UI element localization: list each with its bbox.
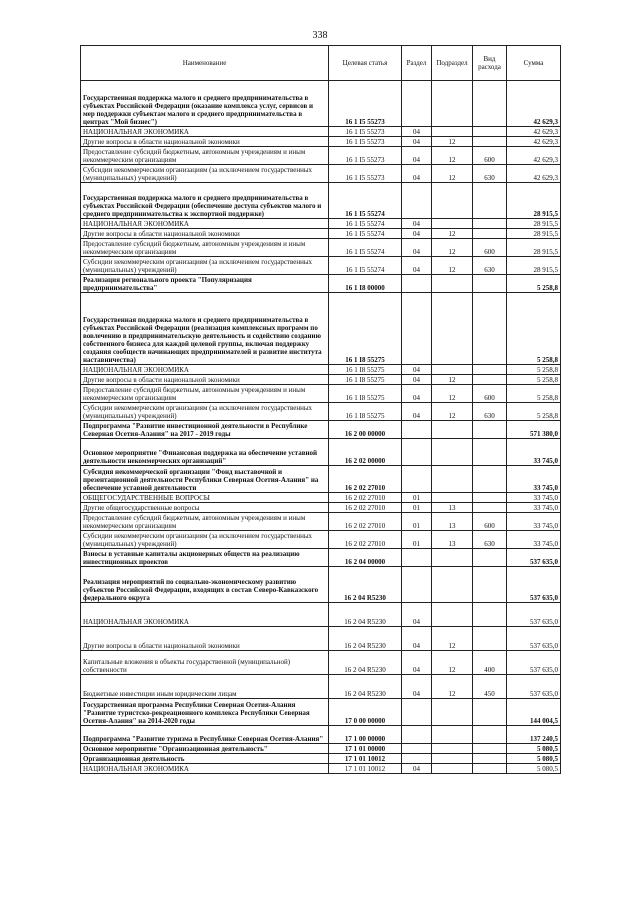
row-amount: 33 745,0 (507, 493, 561, 503)
row-section (402, 183, 432, 219)
row-amount: 42 629,3 (507, 127, 561, 137)
row-name: Предоставление субсидий бюджетным, автономным учреждениям и иным некоммерческим организациям (81, 385, 329, 403)
row-code: 16 2 02 27010 (329, 503, 402, 513)
row-subsection: 12 (432, 165, 473, 183)
row-name: Капитальные вложения в объекты государственной (муниципальной) собственности (81, 651, 329, 675)
table-body (81, 81, 561, 774)
header-subsection: Подраздел (432, 46, 473, 81)
row-amount: 33 745,0 (507, 439, 561, 466)
row-subsection: 12 (432, 229, 473, 239)
table-row (81, 275, 561, 293)
row-expense-type: 600 (473, 513, 507, 531)
table-row (81, 81, 561, 127)
row-name: Подпрограмма "Развитие туризма в Республике Северная Осетия-Алания" (81, 726, 329, 744)
row-section (402, 81, 432, 127)
row-amount: 42 629,3 (507, 81, 561, 127)
row-amount: 28 915,5 (507, 219, 561, 229)
row-amount: 5 258,8 (507, 293, 561, 365)
row-expense-type: 630 (473, 403, 507, 421)
row-expense-type (473, 764, 507, 774)
row-code: 16 1 I5 55274 (329, 257, 402, 275)
row-code: 16 2 04 R5230 (329, 603, 402, 627)
row-expense-type (473, 466, 507, 493)
row-section (402, 275, 432, 293)
row-section (402, 549, 432, 567)
row-name: Предоставление субсидий бюджетным, автономным учреждениям и иным некоммерческим организациям (81, 147, 329, 165)
row-expense-type (473, 421, 507, 439)
row-expense-type (473, 726, 507, 744)
row-amount: 5 080,5 (507, 754, 561, 764)
row-amount: 137 240,5 (507, 726, 561, 744)
row-subsection (432, 744, 473, 754)
row-section (402, 699, 432, 726)
row-name: НАЦИОНАЛЬНАЯ ЭКОНОМИКА (81, 603, 329, 627)
row-section: 04 (402, 603, 432, 627)
row-expense-type (473, 137, 507, 147)
row-name: Основное мероприятие "Организационная деятельность" (81, 744, 329, 754)
row-code: 16 1 I8 55275 (329, 403, 402, 421)
header-section: Раздел (402, 46, 432, 81)
row-amount: 537 635,0 (507, 567, 561, 603)
row-subsection: 12 (432, 403, 473, 421)
row-code: 16 2 02 00000 (329, 439, 402, 466)
table-row (81, 219, 561, 229)
table-row (81, 549, 561, 567)
row-section: 04 (402, 257, 432, 275)
row-amount: 28 915,5 (507, 257, 561, 275)
row-code: 16 2 02 27010 (329, 531, 402, 549)
row-code: 16 1 I8 55275 (329, 293, 402, 365)
row-amount: 537 635,0 (507, 549, 561, 567)
row-code: 16 2 04 00000 (329, 549, 402, 567)
row-expense-type (473, 567, 507, 603)
row-amount: 28 915,5 (507, 183, 561, 219)
row-expense-type: 600 (473, 385, 507, 403)
row-expense-type: 630 (473, 257, 507, 275)
row-expense-type (473, 275, 507, 293)
table-row (81, 493, 561, 503)
row-code: 16 1 I5 55274 (329, 183, 402, 219)
table-row (81, 503, 561, 513)
table-row (81, 651, 561, 675)
row-name: Бюджетные инвестиции иным юридическим лицам (81, 675, 329, 699)
row-code: 16 1 I8 00000 (329, 275, 402, 293)
row-name: Другие вопросы в области национальной экономики (81, 627, 329, 651)
row-name: Основное мероприятие "Финансовая поддержка на обеспечение уставной деятельности некоммерческих организаций" (81, 439, 329, 466)
row-amount: 42 629,3 (507, 137, 561, 147)
row-section: 04 (402, 165, 432, 183)
row-name: Субсидии некоммерческим организациям (за исключением государственных (муниципальных) учреждений) (81, 165, 329, 183)
row-code: 16 2 04 R5230 (329, 651, 402, 675)
row-amount: 5 258,8 (507, 275, 561, 293)
row-amount: 42 629,3 (507, 165, 561, 183)
table-row (81, 147, 561, 165)
row-section (402, 466, 432, 493)
table-row (81, 513, 561, 531)
row-expense-type (473, 754, 507, 764)
row-expense-type (473, 493, 507, 503)
row-subsection (432, 567, 473, 603)
row-code: 16 1 I5 55274 (329, 219, 402, 229)
row-expense-type: 600 (473, 147, 507, 165)
row-subsection (432, 365, 473, 375)
row-amount: 5 258,8 (507, 375, 561, 385)
row-code: 16 1 I5 55273 (329, 127, 402, 137)
row-code: 16 1 I8 55275 (329, 385, 402, 403)
row-subsection: 12 (432, 651, 473, 675)
row-code: 16 1 I5 55273 (329, 137, 402, 147)
row-subsection: 12 (432, 375, 473, 385)
row-expense-type (473, 365, 507, 375)
row-subsection (432, 493, 473, 503)
header-code: Целевая статья (329, 46, 402, 81)
row-subsection: 13 (432, 503, 473, 513)
row-amount: 28 915,5 (507, 239, 561, 257)
row-subsection (432, 549, 473, 567)
row-section (402, 744, 432, 754)
row-amount: 537 635,0 (507, 603, 561, 627)
table-row (81, 385, 561, 403)
row-subsection (432, 275, 473, 293)
row-amount: 5 258,8 (507, 403, 561, 421)
row-amount: 5 258,8 (507, 365, 561, 375)
row-expense-type (473, 229, 507, 239)
table-row (81, 229, 561, 239)
row-expense-type (473, 439, 507, 466)
table-row (81, 764, 561, 774)
row-name: Субсидии некоммерческим организациям (за исключением государственных (муниципальных) учреждений) (81, 403, 329, 421)
row-expense-type (473, 375, 507, 385)
row-section: 04 (402, 219, 432, 229)
row-section: 04 (402, 651, 432, 675)
row-amount: 571 380,0 (507, 421, 561, 439)
table-row (81, 744, 561, 754)
table-row (81, 183, 561, 219)
table-row (81, 531, 561, 549)
row-subsection: 12 (432, 675, 473, 699)
header-amount: Сумма (507, 46, 561, 81)
row-subsection (432, 699, 473, 726)
row-name: Взносы в уставные капиталы акционерных обществ на реализацию инвестиционных проектов (81, 549, 329, 567)
budget-table (80, 45, 561, 774)
row-name: Другие общегосударственные вопросы (81, 503, 329, 513)
row-subsection (432, 81, 473, 127)
row-name: НАЦИОНАЛЬНАЯ ЭКОНОМИКА (81, 219, 329, 229)
table-header-row (81, 46, 561, 81)
row-expense-type (473, 549, 507, 567)
row-code: 17 1 00 00000 (329, 726, 402, 744)
row-subsection (432, 183, 473, 219)
row-section: 04 (402, 229, 432, 239)
row-expense-type: 630 (473, 531, 507, 549)
row-expense-type (473, 603, 507, 627)
row-expense-type: 450 (473, 675, 507, 699)
row-expense-type (473, 503, 507, 513)
row-subsection: 12 (432, 137, 473, 147)
row-section (402, 293, 432, 365)
row-amount: 5 080,5 (507, 764, 561, 774)
row-name: ОБЩЕГОСУДАРСТВЕННЫЕ ВОПРОСЫ (81, 493, 329, 503)
row-name: Субсидии некоммерческим организациям (за исключением государственных (муниципальных) учреждений) (81, 257, 329, 275)
row-subsection: 12 (432, 627, 473, 651)
row-name: Государственная программа Республики Северная Осетия-Алания "Развитие туристско-рекреационного комплекса Республики Северная Осетия-Алания" на 2014-2020 годы (81, 699, 329, 726)
row-section: 01 (402, 503, 432, 513)
table-row (81, 421, 561, 439)
row-code: 16 1 I5 55274 (329, 239, 402, 257)
row-code: 16 2 00 00000 (329, 421, 402, 439)
row-amount: 33 745,0 (507, 531, 561, 549)
row-expense-type (473, 81, 507, 127)
row-amount: 537 635,0 (507, 651, 561, 675)
row-section: 04 (402, 137, 432, 147)
row-section: 01 (402, 531, 432, 549)
table-row (81, 165, 561, 183)
row-section: 04 (402, 385, 432, 403)
row-subsection (432, 127, 473, 137)
row-code: 16 1 I5 55273 (329, 165, 402, 183)
row-amount: 33 745,0 (507, 503, 561, 513)
table-row (81, 365, 561, 375)
table-row (81, 603, 561, 627)
row-name: Другие вопросы в области национальной экономики (81, 229, 329, 239)
table-row (81, 726, 561, 744)
row-code: 16 2 02 27010 (329, 513, 402, 531)
row-section: 04 (402, 239, 432, 257)
row-name: Организационная деятельность (81, 754, 329, 764)
row-section: 04 (402, 127, 432, 137)
row-name: Реализация регионального проекта "Популяризация предпринимательства" (81, 275, 329, 293)
row-name: Реализация мероприятий по социально-экономическому развитию субъектов Российской Федерации, входящих в состав Северо-Кавказского федерального округа (81, 567, 329, 603)
row-code: 16 1 I8 55275 (329, 375, 402, 385)
row-subsection (432, 726, 473, 744)
table-row (81, 754, 561, 764)
row-code: 16 1 I8 55275 (329, 365, 402, 375)
table-row (81, 127, 561, 137)
row-expense-type: 630 (473, 165, 507, 183)
row-code: 17 1 01 10012 (329, 754, 402, 764)
row-code: 16 1 I5 55274 (329, 229, 402, 239)
row-name: Субсидия некоммерческой организации "Фонд выставочной и презентационной деятельности Республики Северная Осетия-Алания" на обеспечение уставной деятельности (81, 466, 329, 493)
row-section: 04 (402, 675, 432, 699)
table-row (81, 675, 561, 699)
row-expense-type (473, 127, 507, 137)
row-subsection: 13 (432, 513, 473, 531)
table-row (81, 567, 561, 603)
row-subsection (432, 293, 473, 365)
row-name: Подпрограмма "Развитие инвестиционной деятельности в Республике Северная Осетия-Алания" на 2017 - 2019 годы (81, 421, 329, 439)
table-row (81, 239, 561, 257)
row-subsection: 12 (432, 239, 473, 257)
row-code: 16 1 I5 55273 (329, 147, 402, 165)
row-subsection (432, 466, 473, 493)
row-section (402, 421, 432, 439)
row-subsection (432, 764, 473, 774)
row-name: Субсидии некоммерческим организациям (за исключением государственных (муниципальных) учреждений) (81, 531, 329, 549)
row-amount: 5 258,8 (507, 385, 561, 403)
table-row (81, 439, 561, 466)
row-section: 04 (402, 403, 432, 421)
table-row (81, 375, 561, 385)
row-amount: 537 635,0 (507, 627, 561, 651)
row-code: 17 1 01 00000 (329, 744, 402, 754)
row-section: 04 (402, 375, 432, 385)
table-row (81, 699, 561, 726)
row-code: 16 2 04 R5230 (329, 567, 402, 603)
row-expense-type (473, 744, 507, 754)
header-expense-type: Вид расхода (473, 46, 507, 81)
row-name: Другие вопросы в области национальной экономики (81, 137, 329, 147)
row-expense-type: 400 (473, 651, 507, 675)
row-expense-type: 600 (473, 239, 507, 257)
row-section: 04 (402, 147, 432, 165)
table-row (81, 257, 561, 275)
row-code: 16 2 04 R5230 (329, 675, 402, 699)
row-subsection: 12 (432, 385, 473, 403)
row-amount: 144 004,5 (507, 699, 561, 726)
table-row (81, 293, 561, 365)
row-name: Другие вопросы в области национальной экономики (81, 375, 329, 385)
row-section: 01 (402, 493, 432, 503)
row-name: НАЦИОНАЛЬНАЯ ЭКОНОМИКА (81, 764, 329, 774)
table-row (81, 466, 561, 493)
row-section (402, 726, 432, 744)
row-amount: 42 629,3 (507, 147, 561, 165)
row-amount: 5 080,5 (507, 744, 561, 754)
row-code: 16 1 I5 55273 (329, 81, 402, 127)
row-name: Государственная поддержка малого и среднего предпринимательства в субъектах Российской Федерации (обеспечение доступа субъектов малого и среднего предпринимательства к экспортной поддержке) (81, 183, 329, 219)
row-name: Предоставление субсидий бюджетным, автономным учреждениям и иным некоммерческим организациям (81, 239, 329, 257)
row-section: 01 (402, 513, 432, 531)
row-name: Государственная поддержка малого и среднего предпринимательства в субъектах Российской Федерации (оказание комплекса услуг, сервисов и мер поддержки субъектам малого и среднего предпринимательства в центрах "Мой бизнес") (81, 81, 329, 127)
row-subsection (432, 219, 473, 229)
table-row (81, 137, 561, 147)
row-amount: 28 915,5 (507, 229, 561, 239)
row-code: 16 2 04 R5230 (329, 627, 402, 651)
row-code: 17 1 01 10012 (329, 764, 402, 774)
row-expense-type (473, 699, 507, 726)
header-name: Наименование (81, 46, 329, 81)
row-subsection: 13 (432, 531, 473, 549)
page-number: 338 (312, 30, 328, 41)
row-section: 04 (402, 365, 432, 375)
table-row (81, 627, 561, 651)
row-subsection: 12 (432, 257, 473, 275)
row-section: 04 (402, 627, 432, 651)
row-code: 16 2 02 27010 (329, 466, 402, 493)
row-code: 17 0 00 00000 (329, 699, 402, 726)
table-row (81, 403, 561, 421)
row-amount: 537 635,0 (507, 675, 561, 699)
row-section (402, 439, 432, 466)
row-expense-type (473, 293, 507, 365)
row-section: 04 (402, 764, 432, 774)
row-name: Предоставление субсидий бюджетным, автономным учреждениям и иным некоммерческим организациям (81, 513, 329, 531)
row-section (402, 754, 432, 764)
row-section (402, 567, 432, 603)
row-subsection (432, 603, 473, 627)
row-subsection (432, 439, 473, 466)
row-subsection (432, 754, 473, 764)
row-code: 16 2 02 27010 (329, 493, 402, 503)
row-name: НАЦИОНАЛЬНАЯ ЭКОНОМИКА (81, 365, 329, 375)
row-expense-type (473, 627, 507, 651)
row-subsection (432, 421, 473, 439)
row-expense-type (473, 183, 507, 219)
row-name: Государственная поддержка малого и среднего предпринимательства в субъектах Российской Федерации (реализация комплексных программ по вовлечению в предпринимательскую деятельность и содействию созданию собственного бизнеса для каждой целевой группы, включая поддержку создания сообществ начинающих предпринимателей и развитие института наставничества) (81, 293, 329, 365)
row-name: НАЦИОНАЛЬНАЯ ЭКОНОМИКА (81, 127, 329, 137)
row-subsection: 12 (432, 147, 473, 165)
row-amount: 33 745,0 (507, 466, 561, 493)
row-expense-type (473, 219, 507, 229)
row-amount: 33 745,0 (507, 513, 561, 531)
